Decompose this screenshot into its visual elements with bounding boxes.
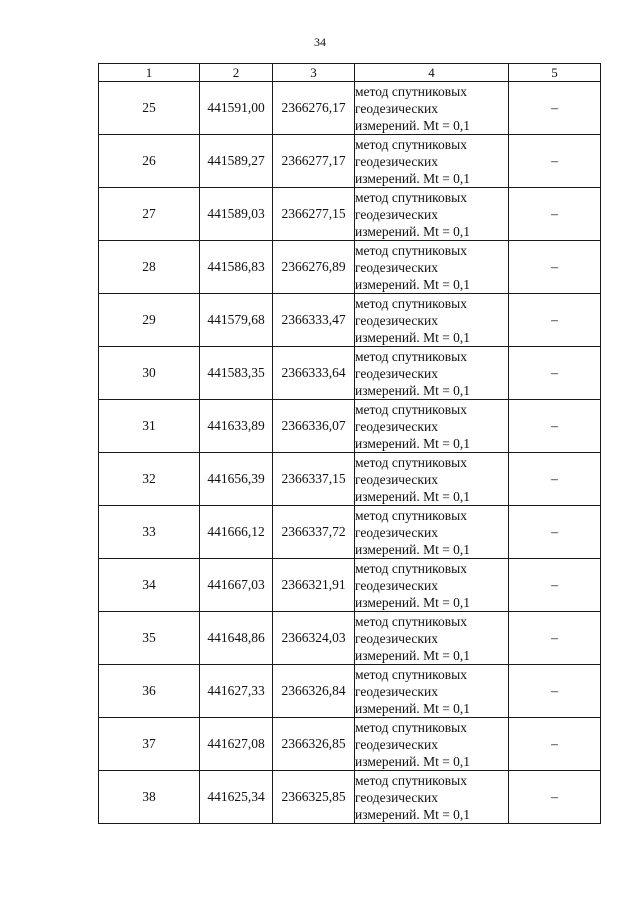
method-line-3: измерений. Mt = 0,1 <box>355 700 471 716</box>
method-line-1: метод спутниковых <box>355 613 467 629</box>
x-coordinate: 441591,00 <box>200 82 273 135</box>
table-row <box>99 559 601 612</box>
note-cell: – <box>509 771 601 824</box>
method-line-3: измерений. Mt = 0,1 <box>355 329 471 345</box>
column-header-5: 5 <box>509 64 601 82</box>
point-number: 31 <box>99 400 200 453</box>
method-line-3: измерений. Mt = 0,1 <box>355 170 471 186</box>
method-line-2: геодезических <box>355 418 438 434</box>
method-cell <box>355 188 509 241</box>
point-number: 32 <box>99 453 200 506</box>
point-number: 37 <box>99 718 200 771</box>
point-number: 30 <box>99 347 200 400</box>
column-header-3: 3 <box>273 64 355 82</box>
method-line-2: геодезических <box>355 524 438 540</box>
y-coordinate: 2366324,03 <box>273 612 355 665</box>
x-coordinate: 441656,39 <box>200 453 273 506</box>
note-cell: – <box>509 82 601 135</box>
method-line-3: измерений. Mt = 0,1 <box>355 647 471 663</box>
method-line-1: метод спутниковых <box>355 560 467 576</box>
table-row <box>99 241 601 294</box>
note-cell: – <box>509 347 601 400</box>
method-line-3: измерений. Mt = 0,1 <box>355 488 471 504</box>
x-coordinate: 441583,35 <box>200 347 273 400</box>
method-cell <box>355 718 509 771</box>
method-line-2: геодезических <box>355 100 438 116</box>
y-coordinate: 2366276,89 <box>273 241 355 294</box>
method-cell <box>355 294 509 347</box>
table-row <box>99 294 601 347</box>
table-row <box>99 718 601 771</box>
point-number: 29 <box>99 294 200 347</box>
y-coordinate: 2366277,17 <box>273 135 355 188</box>
y-coordinate: 2366321,91 <box>273 559 355 612</box>
method-line-1: метод спутниковых <box>355 666 467 682</box>
method-line-3: измерений. Mt = 0,1 <box>355 276 471 292</box>
method-cell <box>355 347 509 400</box>
y-coordinate: 2366333,64 <box>273 347 355 400</box>
method-line-2: геодезических <box>355 206 438 222</box>
method-cell <box>355 400 509 453</box>
x-coordinate: 441627,08 <box>200 718 273 771</box>
x-coordinate: 441589,03 <box>200 188 273 241</box>
table-row <box>99 771 601 824</box>
method-line-1: метод спутниковых <box>355 295 467 311</box>
page-number: 34 <box>314 35 326 49</box>
method-line-1: метод спутниковых <box>355 83 467 99</box>
point-number: 25 <box>99 82 200 135</box>
point-number: 35 <box>99 612 200 665</box>
method-line-3: измерений. Mt = 0,1 <box>355 382 471 398</box>
method-line-3: измерений. Mt = 0,1 <box>355 117 471 133</box>
table-row <box>99 665 601 718</box>
method-cell <box>355 241 509 294</box>
method-line-3: измерений. Mt = 0,1 <box>355 541 471 557</box>
method-line-2: геодезических <box>355 683 438 699</box>
y-coordinate: 2366276,17 <box>273 82 355 135</box>
method-line-2: геодезических <box>355 471 438 487</box>
method-cell <box>355 612 509 665</box>
note-cell: – <box>509 294 601 347</box>
method-line-1: метод спутниковых <box>355 348 467 364</box>
method-cell <box>355 82 509 135</box>
column-header-2: 2 <box>200 64 273 82</box>
method-line-1: метод спутниковых <box>355 136 467 152</box>
method-line-1: метод спутниковых <box>355 772 467 788</box>
table-row <box>99 506 601 559</box>
method-line-1: метод спутниковых <box>355 507 467 523</box>
method-line-1: метод спутниковых <box>355 401 467 417</box>
method-cell <box>355 135 509 188</box>
method-line-1: метод спутниковых <box>355 454 467 470</box>
note-cell: – <box>509 612 601 665</box>
method-line-1: метод спутниковых <box>355 189 467 205</box>
method-line-2: геодезических <box>355 736 438 752</box>
x-coordinate: 441667,03 <box>200 559 273 612</box>
column-header-4: 4 <box>355 64 509 82</box>
y-coordinate: 2366326,85 <box>273 718 355 771</box>
y-coordinate: 2366337,15 <box>273 453 355 506</box>
coordinates-table <box>98 63 601 824</box>
x-coordinate: 441579,68 <box>200 294 273 347</box>
method-cell <box>355 453 509 506</box>
y-coordinate: 2366333,47 <box>273 294 355 347</box>
column-header-1: 1 <box>99 64 200 82</box>
note-cell: – <box>509 665 601 718</box>
table-row <box>99 347 601 400</box>
x-coordinate: 441589,27 <box>200 135 273 188</box>
note-cell: – <box>509 400 601 453</box>
note-cell: – <box>509 506 601 559</box>
method-line-2: геодезических <box>355 365 438 381</box>
method-line-2: геодезических <box>355 789 438 805</box>
note-cell: – <box>509 135 601 188</box>
point-number: 33 <box>99 506 200 559</box>
method-cell <box>355 559 509 612</box>
point-number: 27 <box>99 188 200 241</box>
point-number: 34 <box>99 559 200 612</box>
note-cell: – <box>509 241 601 294</box>
x-coordinate: 441586,83 <box>200 241 273 294</box>
method-line-3: измерений. Mt = 0,1 <box>355 594 471 610</box>
table-row <box>99 400 601 453</box>
note-cell: – <box>509 453 601 506</box>
method-cell <box>355 771 509 824</box>
x-coordinate: 441666,12 <box>200 506 273 559</box>
point-number: 36 <box>99 665 200 718</box>
method-line-2: геодезических <box>355 259 438 275</box>
y-coordinate: 2366326,84 <box>273 665 355 718</box>
method-line-3: измерений. Mt = 0,1 <box>355 223 471 239</box>
table-body <box>99 82 601 824</box>
point-number: 38 <box>99 771 200 824</box>
method-line-1: метод спутниковых <box>355 242 467 258</box>
note-cell: – <box>509 718 601 771</box>
table-row <box>99 188 601 241</box>
method-line-3: измерений. Mt = 0,1 <box>355 806 471 822</box>
method-line-1: метод спутниковых <box>355 719 467 735</box>
x-coordinate: 441627,33 <box>200 665 273 718</box>
note-cell: – <box>509 188 601 241</box>
method-line-3: измерений. Mt = 0,1 <box>355 435 471 451</box>
method-cell <box>355 506 509 559</box>
method-line-2: геодезических <box>355 577 438 593</box>
note-cell: – <box>509 559 601 612</box>
table-row <box>99 135 601 188</box>
method-line-2: геодезических <box>355 312 438 328</box>
method-line-2: геодезических <box>355 630 438 646</box>
point-number: 28 <box>99 241 200 294</box>
table-row <box>99 612 601 665</box>
x-coordinate: 441648,86 <box>200 612 273 665</box>
table-row <box>99 82 601 135</box>
y-coordinate: 2366336,07 <box>273 400 355 453</box>
y-coordinate: 2366337,72 <box>273 506 355 559</box>
table-row <box>99 453 601 506</box>
x-coordinate: 441625,34 <box>200 771 273 824</box>
y-coordinate: 2366325,85 <box>273 771 355 824</box>
method-line-3: измерений. Mt = 0,1 <box>355 753 471 769</box>
table-header-row <box>99 64 601 82</box>
y-coordinate: 2366277,15 <box>273 188 355 241</box>
method-cell <box>355 665 509 718</box>
point-number: 26 <box>99 135 200 188</box>
method-line-2: геодезических <box>355 153 438 169</box>
x-coordinate: 441633,89 <box>200 400 273 453</box>
